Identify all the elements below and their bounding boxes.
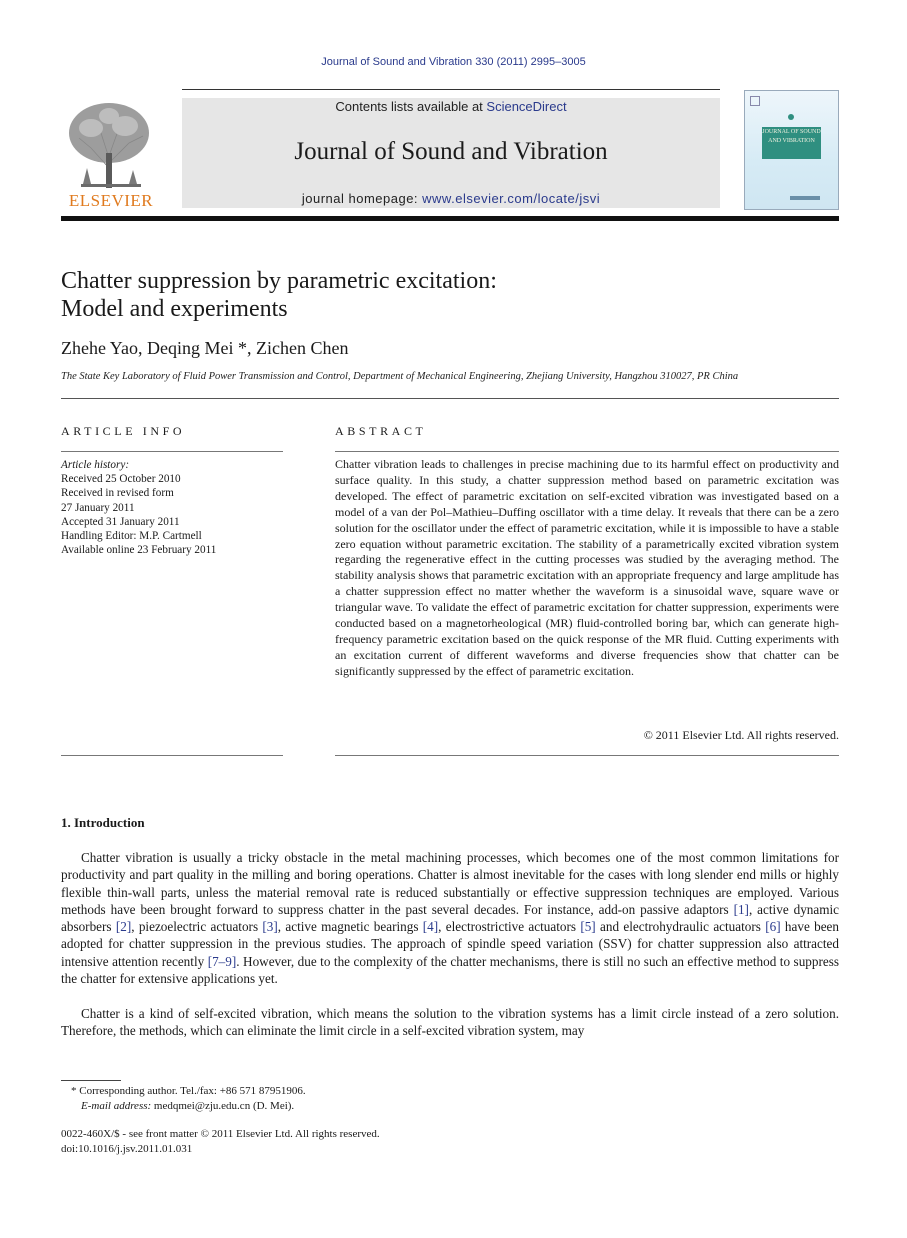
citation-link[interactable]: [3] bbox=[262, 919, 278, 935]
history-item: Received in revised form bbox=[61, 487, 174, 500]
masthead-top-rule bbox=[182, 89, 720, 90]
article-title bbox=[61, 267, 839, 323]
paragraph-text: Chatter vibration is usually a tricky obstacle in the metal machining processes, which becomes one of the most common limitations for productivity and part quality in the milling and boring operations. Chatter is almost inevitable for the cases with long slender end mills or highly flexible thin-wall parts, unless the material removal rate is reduced substantially or effective suppression techniques are employed. Various methods have been brought forward to suppress chatter in the past several decades. For instance, add-on passive adaptors bbox=[61, 850, 839, 917]
contents-available-line bbox=[182, 99, 720, 114]
citation-link[interactable]: [2] bbox=[115, 919, 132, 935]
article-info-top-rule bbox=[61, 451, 283, 452]
email-address[interactable]: medqmei@zju.edu.cn (D. Mei). bbox=[151, 1100, 295, 1112]
footnote-rule bbox=[61, 1080, 121, 1081]
elsevier-wordmark: ELSEVIER bbox=[68, 191, 154, 210]
journal-citation[interactable]: Journal of Sound and Vibration 330 (2011) 2995–3005 bbox=[321, 56, 586, 68]
article-info-bottom-rule bbox=[61, 755, 283, 756]
doi-line[interactable]: doi:10.1016/j.jsv.2011.01.031 bbox=[61, 1142, 193, 1155]
title-line-2: Model and experiments bbox=[61, 296, 288, 322]
paragraph-text: and electrohydraulic actuators bbox=[595, 919, 766, 935]
cover-title-text: JOURNAL OF SOUND AND VIBRATION bbox=[762, 129, 821, 144]
introduction-heading: 1. Introduction bbox=[61, 815, 145, 830]
journal-homepage-link[interactable]: www.elsevier.com/locate/jsvi bbox=[422, 191, 601, 206]
abstract-body: Chatter vibration leads to challenges in precise machining due to its harmful effect on productivity and surface quality. In this study, a chatter suppression method based on parametric excitation was developed. The effect of parametric excitation on self-excited vibration was investigated based on a model of a van der Pol–Mathieu–Duffing oscillator with a time delay. It reveals that there can be a zero solution for the oscillator under the effect of parametric excitation, while it is impossible to have a stable zero equation without parametric excitation. The stability of a parametrically excited vibration system regarding the regenerative effect in the cutting processes was studied by the averaging method. The stability analysis shows that parametric excitation with an appropriate frequency and large amplitude has a chatter suppression effect no matter whether the waveform is a sinusoidal wave, square wave or triangular wave. To validate the effect of parametric excitation for chatter suppression, experiments were conducted based on a magnetorheological (MR) fluid-controlled boring bar, which can generate high-frequency parametric excitation based on the quick response of the MR fluid. Cutting experiments with an excitation current of different waveforms and diverse frequencies show that chatter can be significantly suppressed by the effect of parametric excitation. bbox=[335, 457, 839, 678]
citation-link[interactable]: [6] bbox=[765, 919, 781, 935]
email-note bbox=[81, 1099, 294, 1114]
homepage-prefix: journal homepage: bbox=[301, 191, 423, 206]
citation-link[interactable]: [4] bbox=[422, 919, 439, 935]
paragraph-text: , electrostrictive actuators bbox=[438, 919, 581, 935]
intro-paragraph-1 bbox=[61, 849, 839, 987]
front-matter bbox=[61, 1127, 380, 1156]
history-label: Article history: bbox=[61, 459, 130, 471]
article-history bbox=[61, 458, 283, 557]
history-item: Handling Editor: M.P. Cartmell bbox=[61, 530, 202, 543]
paragraph-text: , active dynamic absorbers bbox=[61, 901, 840, 935]
history-item: Received 25 October 2010 bbox=[61, 473, 181, 486]
cover-logo-icon bbox=[788, 114, 794, 120]
abstract-copyright: © 2011 Elsevier Ltd. All rights reserved. bbox=[643, 728, 839, 742]
citation-link[interactable]: [7–9] bbox=[207, 953, 237, 969]
journal-name: Journal of Sound and Vibration bbox=[294, 138, 608, 165]
paragraph-text: , active magnetic bearings bbox=[277, 919, 423, 935]
author-list[interactable]: Zhehe Yao, Deqing Mei *, Zichen Chen bbox=[61, 338, 349, 358]
citation-link[interactable]: [1] bbox=[733, 901, 749, 917]
affiliation: The State Key Laboratory of Fluid Power Transmission and Control, Department of Mechanical Engineering, Zhejiang University, Hangzhou 310027, PR China bbox=[61, 371, 739, 382]
abstract-bottom-rule bbox=[335, 755, 839, 756]
history-item: Accepted 31 January 2011 bbox=[61, 515, 180, 528]
contents-prefix: Contents lists available at bbox=[335, 99, 487, 114]
paragraph-text: . However, due to the complexity of the chatter mechanisms, there is still no such an effective method to suppress the chatter for extensive applications yet. bbox=[61, 953, 839, 987]
cover-publisher-mark bbox=[790, 196, 820, 200]
journal-homepage-line bbox=[182, 191, 720, 206]
abstract-top-rule bbox=[335, 451, 839, 452]
corresponding-author-note: * Corresponding author. Tel./fax: +86 571 87951906. bbox=[71, 1085, 306, 1097]
article-info-heading: ARTICLE INFO bbox=[61, 424, 186, 438]
email-label: E-mail address: bbox=[81, 1100, 152, 1112]
issn-line: 0022-460X/$ - see front matter © 2011 Elsevier Ltd. All rights reserved. bbox=[61, 1128, 380, 1140]
affiliation-rule bbox=[61, 398, 839, 399]
history-item: 27 January 2011 bbox=[61, 501, 135, 514]
abstract-heading: ABSTRACT bbox=[335, 424, 427, 438]
paragraph-text: have been adopted for chatter suppression in the previous studies. The approach of spindle speed variation (SSV) for chatter suppression also attracted intensive attention recently bbox=[61, 919, 839, 969]
intro-paragraph-2: Chatter is a kind of self-excited vibration, which means the solution to the vibration systems has a limit circle instead of a zero solution. Therefore, the methods, which can eliminate the limit circle in a self-excited vibration system, may bbox=[61, 1006, 839, 1039]
citation-link[interactable]: [5] bbox=[580, 919, 596, 935]
paragraph-text: , piezoelectric actuators bbox=[131, 919, 263, 935]
masthead-bottom-rule bbox=[61, 216, 839, 221]
sciencedirect-link[interactable]: ScienceDirect bbox=[486, 99, 567, 114]
cover-corner-mark bbox=[750, 96, 760, 106]
title-line-1: Chatter suppression by parametric excitation: bbox=[61, 268, 497, 294]
history-item: Available online 23 February 2011 bbox=[61, 544, 217, 557]
